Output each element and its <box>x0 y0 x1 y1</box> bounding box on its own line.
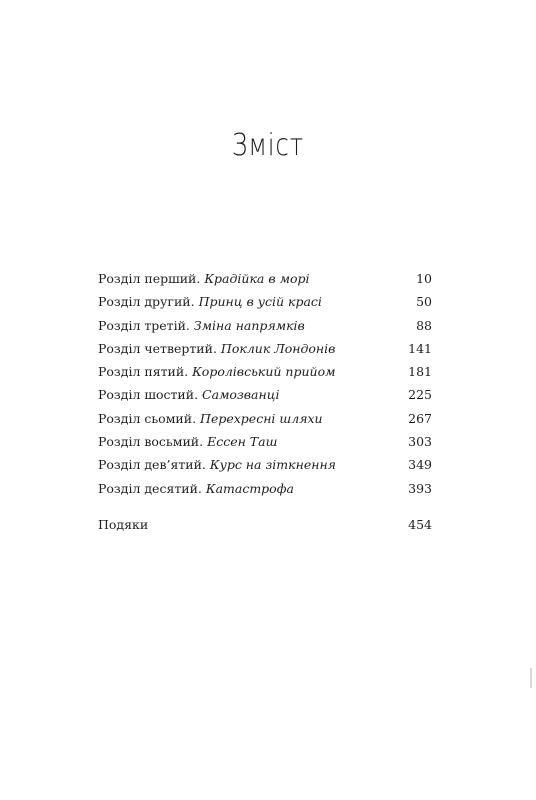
chapter-title: Самозванці <box>202 387 280 403</box>
chapter-label: Розділ перший. <box>98 271 201 286</box>
chapter-title: Курс на зіткнення <box>209 457 336 473</box>
chapter-title: Катастрофа <box>205 480 294 496</box>
page-number: 267 <box>408 410 432 426</box>
page-title: Зміст <box>231 128 305 163</box>
chapter-label: Розділ пятий. <box>98 364 189 380</box>
page-number: 181 <box>408 364 432 380</box>
chapter-title: Ессен Таш <box>207 434 278 450</box>
chapter-title: Королівський прийом <box>192 364 336 380</box>
chapter-title: Перехресні шляхи <box>200 410 323 426</box>
chapter-label: Розділ дев’ятий. <box>98 457 206 473</box>
chapter-label: Розділ восьмий. <box>98 434 204 450</box>
chapter-label: Розділ другий. <box>98 294 195 310</box>
toc-entry-1 <box>98 267 432 290</box>
table-of-contents <box>98 267 432 536</box>
toc-entry-8 <box>98 430 432 453</box>
chapter-label: Розділ третій. <box>98 317 190 333</box>
chapter-title: Поклик Лондонів <box>220 340 336 356</box>
toc-entry-10 <box>98 477 432 500</box>
page-edge-mark <box>530 668 532 688</box>
page-number: 141 <box>408 340 432 356</box>
page-number: 393 <box>408 480 432 496</box>
page-number: 88 <box>416 317 432 333</box>
toc-entry-5 <box>98 360 432 383</box>
toc-entry-acknowledgements <box>98 513 432 536</box>
page-number: 50 <box>416 294 432 310</box>
chapter-title: Крадійка в морі <box>204 271 310 286</box>
acknowledgements-label: Подяки <box>98 516 149 532</box>
chapter-label: Розділ десятий. <box>98 480 202 496</box>
chapter-label: Розділ четвертий. <box>98 340 217 356</box>
chapter-label: Розділ шостий. <box>98 387 199 403</box>
chapter-title: Принц в усій красі <box>198 294 322 310</box>
toc-entry-2 <box>98 290 432 313</box>
page-number: 349 <box>408 457 432 473</box>
chapter-title: Зміна напрямків <box>193 317 305 333</box>
page-number: 225 <box>408 387 432 403</box>
toc-entry-6 <box>98 383 432 406</box>
toc-entry-3 <box>98 314 432 337</box>
toc-entry-4 <box>98 337 432 360</box>
toc-entry-9 <box>98 453 432 476</box>
chapter-label: Розділ сьомий. <box>98 410 197 426</box>
toc-entry-7 <box>98 407 432 430</box>
page-number: 454 <box>408 516 432 532</box>
page-number: 10 <box>416 271 432 286</box>
page-number: 303 <box>408 434 432 450</box>
